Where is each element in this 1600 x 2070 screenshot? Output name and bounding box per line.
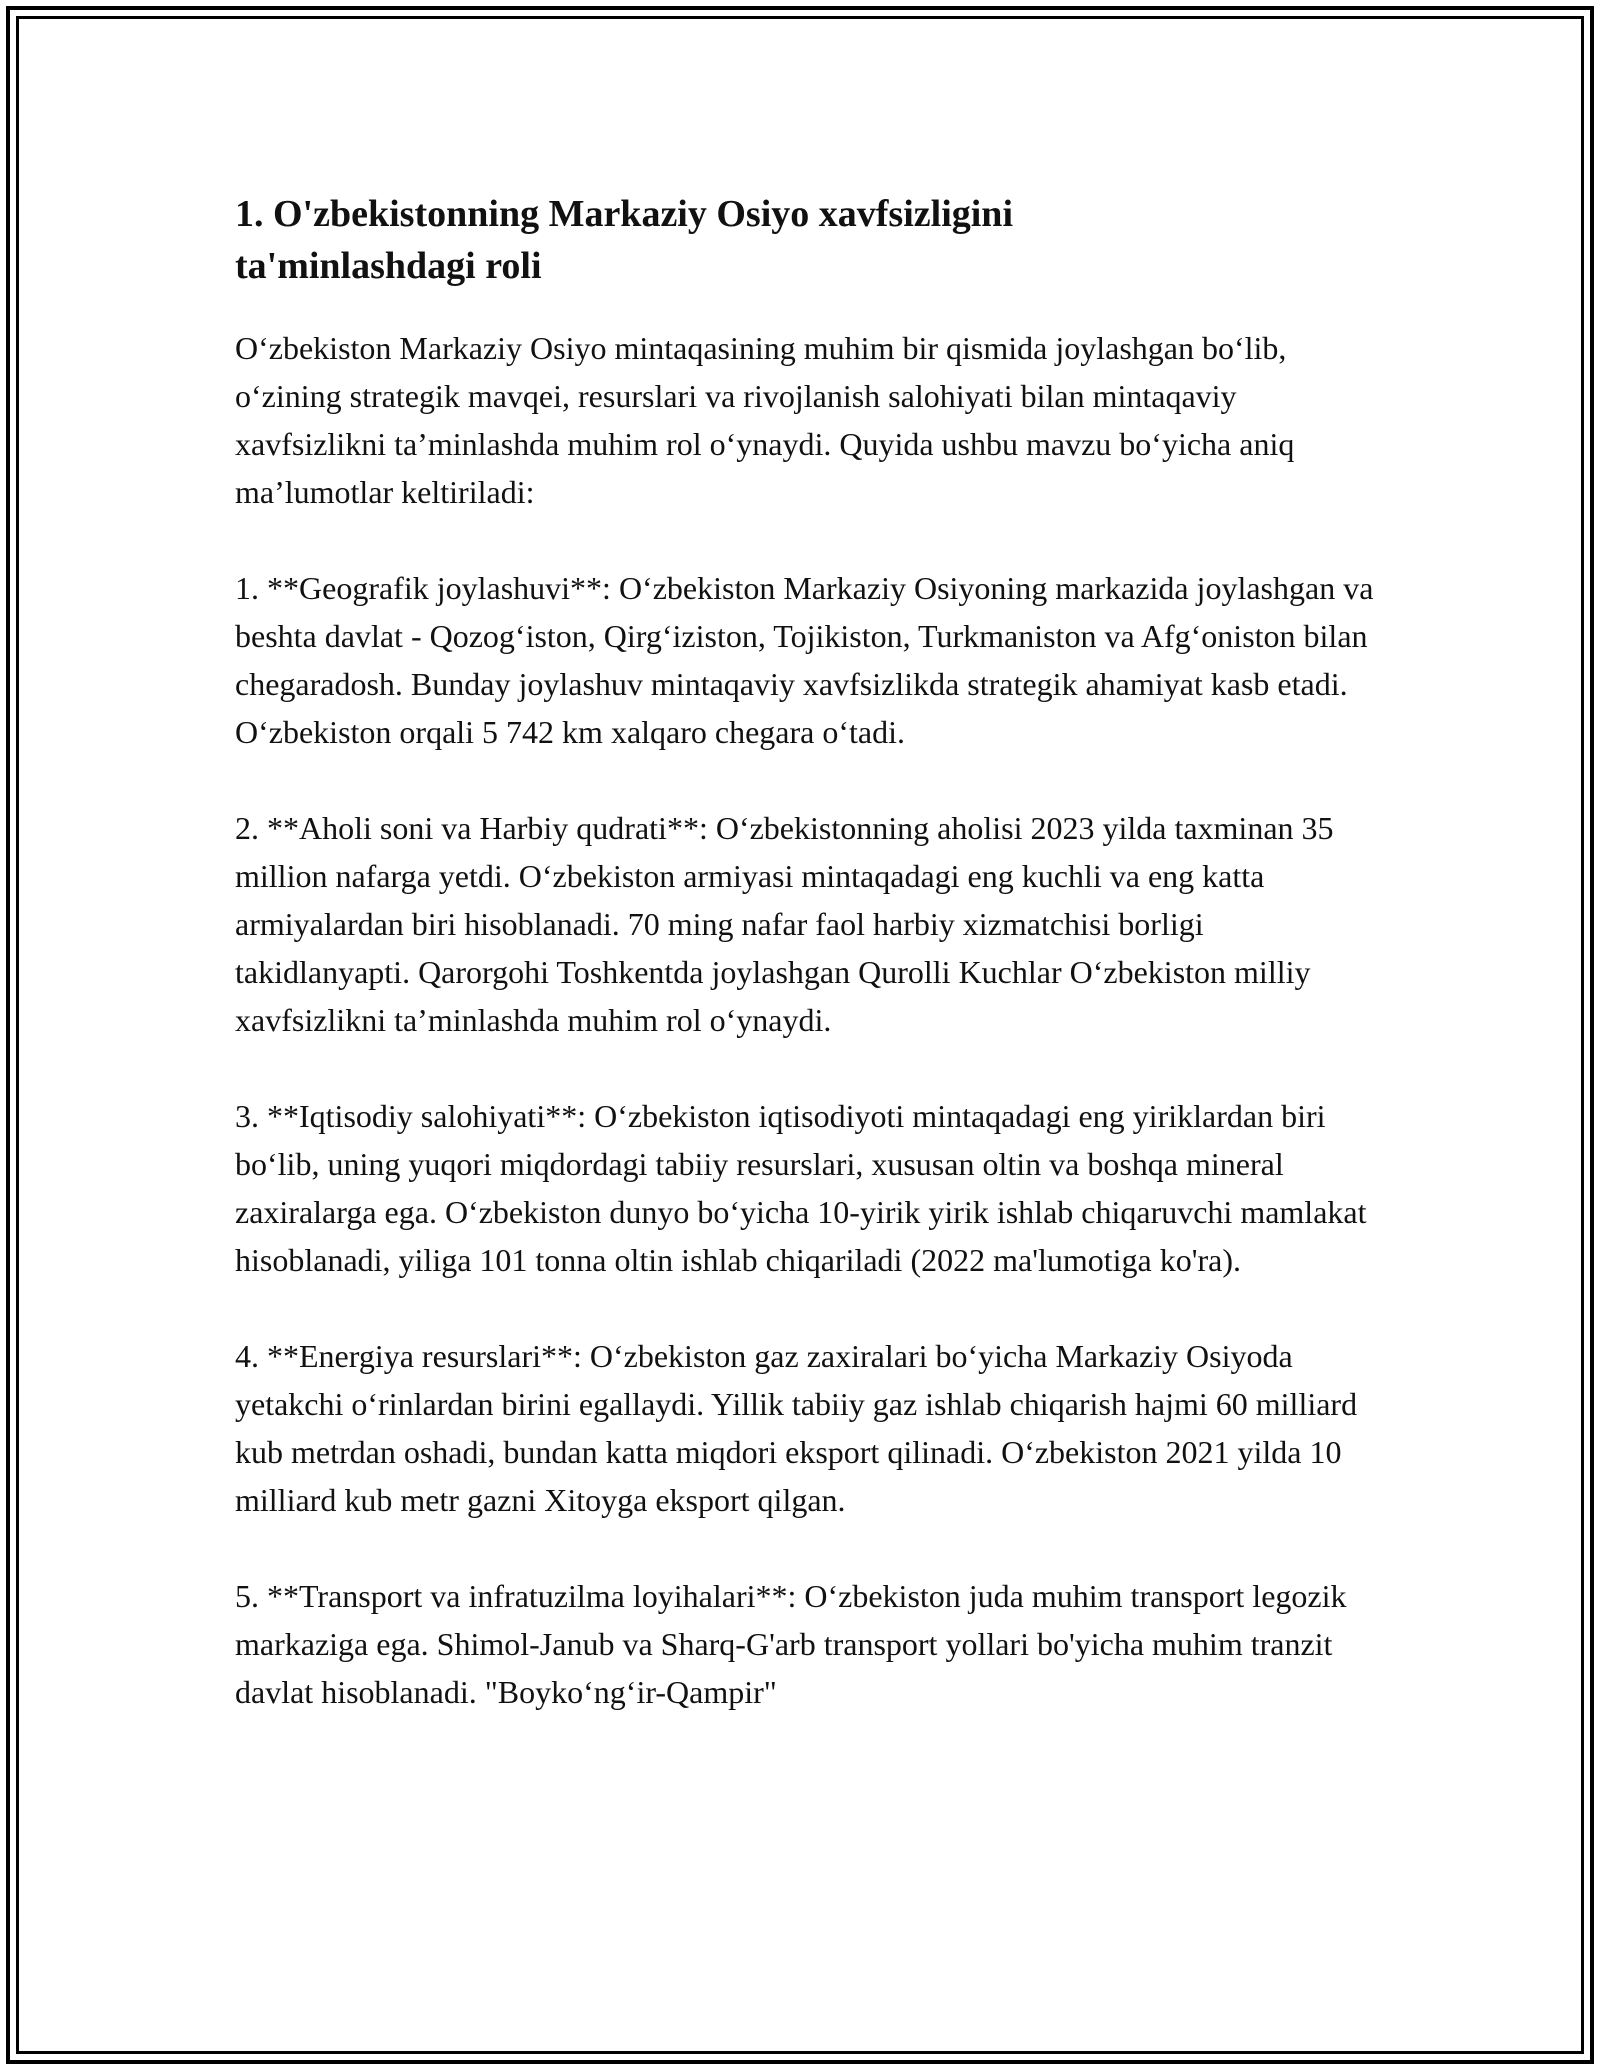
paragraph-transport-infrastructure: 5. **Transport va infratuzilma loyihalari**: O‘zbekiston juda muhim transport legozik markaziga ega. Shimol-Janub va Sharq-G'arb transport yollari bo'yicha muhim tranzit davlat hisoblanadi. "Boyko‘ng‘ir-Qampir": [235, 1578, 1347, 1710]
paragraph-geographic-location: 1. **Geografik joylashuvi**: O‘zbekiston Markaziy Osiyoning markazida joylashgan va beshta davlat - Qozog‘iston, Qirg‘iziston, Tojikiston, Turkmaniston va Afg‘oniston bilan chegaradosh. Bunday joylashuv mintaqaviy xavfsizlikda strategik ahamiyat kasb etadi. O‘zbekiston orqali 5 742 km xalqaro chegara o‘tadi.: [235, 570, 1374, 750]
document-body: [235, 188, 1375, 1716]
paragraph-energy-resources: 4. **Energiya resurslari**: O‘zbekiston gaz zaxiralari bo‘yicha Markaziy Osiyoda yetakchi o‘rinlardan birini egallaydi. Yillik tabiiy gaz ishlab chiqarish hajmi 60 milliard kub metrdan oshadi, bundan katta miqdori eksport qilinadi. O‘zbekiston 2021 yilda 10 milliard kub metr gazni Xitoyga eksport qilgan.: [235, 1338, 1358, 1518]
paragraph-economic-potential: 3. **Iqtisodiy salohiyati**: O‘zbekiston iqtisodiyoti mintaqadagi eng yiriklardan biri bo‘lib, uning yuqori miqdordagi tabiiy resurslari, xususan oltin va boshqa mineral zaxiralarga ega. O‘zbekiston dunyo bo‘yicha 10-yirik yirik ishlab chiqaruvchi mamlakat hisoblanadi, yiliga 101 tonna oltin ishlab chiqariladi (2022 ma'lumotiga ko'ra).: [235, 1098, 1367, 1278]
document-title: 1. O'zbekistonning Markaziy Osiyo xavfsizligini ta'minlashdagi roli: [235, 193, 1013, 287]
paragraph-population-military: 2. **Aholi soni va Harbiy qudrati**: O‘zbekistonning aholisi 2023 yilda taxminan 35 million nafarga yetdi. O‘zbekiston armiyasi mintaqadagi eng kuchli va eng katta armiyalardan biri hisoblanadi. 70 ming nafar faol harbiy xizmatchisi borligi takidlanyapti. Qarorgohi Toshkentda joylashgan Qurolli Kuchlar O‘zbekiston milliy xavfsizlikni ta’minlashda muhim rol o‘ynaydi.: [235, 810, 1334, 1038]
intro-paragraph: O‘zbekiston Markaziy Osiyo mintaqasining muhim bir qismida joylashgan bo‘lib, o‘zining strategik mavqei, resurslari va rivojlanish salohiyati bilan mintaqaviy xavfsizlikni ta’minlashda muhim rol o‘ynaydi. Quyida ushbu mavzu bo‘yicha aniq ma’lumotlar keltiriladi:: [235, 330, 1295, 510]
